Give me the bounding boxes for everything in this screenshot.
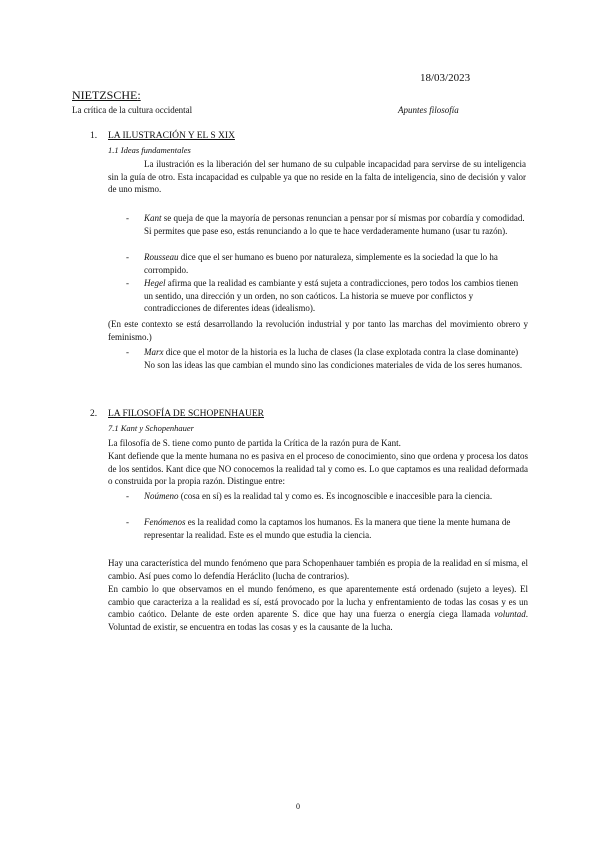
page-number: 0 bbox=[296, 802, 300, 811]
section-2-paragraph-1: La filosofía de S. tiene como punto de partida la Crítica de la razón pura de Kant. bbox=[108, 438, 401, 448]
section-2-number: 2. bbox=[90, 409, 98, 419]
bullet-rousseau bbox=[126, 251, 528, 276]
bullet-name: Fenómenos bbox=[144, 517, 186, 527]
section-1-context: (En este contexto se está desarrollando la revolución industrial y por tanto las marchas del movimiento obrero y feminismo.) bbox=[108, 319, 528, 342]
bullet-name: Rousseau bbox=[144, 252, 179, 262]
bullet-text: dice que el ser humano es bueno por naturaleza, simplemente es la sociedad la que lo ha corrompido. bbox=[144, 252, 498, 275]
paragraph-4-end: . Voluntad de existir, se encuentra en todas las cosas y es la causante de la lucha. bbox=[108, 609, 528, 632]
bullet-name: Kant bbox=[144, 213, 162, 223]
section-1-subheading: 1.1 Ideas fundamentales bbox=[108, 145, 191, 155]
section-2-paragraph-2: Kant defiende que la mente humana no es pasiva en el proceso de conocimiento, sino que ordena y procesa los datos de los sentidos. Kant dice que NO conocemos la realidad tal y como es. Lo que captamos es una realidad deformada o construida por la propia razón. Distingue entre: bbox=[108, 451, 528, 487]
section-2-subheading: 7.1 Kant y Schopenhauer bbox=[108, 423, 194, 433]
document-category: Apuntes filosofía bbox=[398, 105, 459, 115]
bullet-text: es la realidad como la captamos los humanos. Es la manera que tiene la mente humana de representar la realidad. Este es el mundo que estudia la ciencia. bbox=[144, 517, 511, 540]
bullet-name: Noúmeno bbox=[144, 491, 179, 501]
bullet-marx bbox=[126, 346, 528, 371]
bullet-fenomenos bbox=[126, 516, 528, 541]
bullet-kant bbox=[126, 212, 528, 237]
bullet-name: Hegel bbox=[144, 278, 166, 288]
section-2-title: LA FILOSOFÍA DE SCHOPENHAUER bbox=[108, 409, 264, 419]
bullet-dash: - bbox=[126, 213, 129, 223]
bullet-name: Marx bbox=[144, 347, 164, 357]
bullet-hegel bbox=[126, 277, 528, 315]
bullet-dash: - bbox=[126, 491, 129, 501]
page-title bbox=[72, 88, 141, 103]
section-1-title: LA ILUSTRACIÓN Y EL S XIX bbox=[108, 131, 235, 141]
bullet-text: (cosa en sí) es la realidad tal y como es. Es incognoscible e inaccesible para la ciencia. bbox=[178, 491, 493, 501]
section-2-paragraph-4 bbox=[108, 583, 528, 633]
bullet-dash: - bbox=[126, 278, 129, 288]
voluntad-term: voluntad bbox=[494, 609, 526, 620]
title-colon: : bbox=[137, 88, 141, 102]
bullet-dash: - bbox=[126, 517, 129, 527]
bullet-noumeno bbox=[126, 490, 528, 503]
section-2-heading bbox=[90, 409, 264, 419]
bullet-text: afirma que la realidad es cambiante y está sujeta a contradicciones, pero todos los cambios tienen un sentido, una dirección y un orden, no son caóticos. La historia se mueve por conflictos y contradicciones de diferentes ideas (idealismo). bbox=[144, 278, 519, 314]
bullet-dash: - bbox=[126, 347, 129, 357]
bullet-text: dice que el motor de la historia es la lucha de clases (la clase explotada contra la clase dominante) No son las ideas las que cambian el mundo sino las condiciones materiales de vida de los seres humanos. bbox=[144, 347, 523, 370]
section-1-heading bbox=[90, 131, 235, 141]
document-date: 18/03/2023 bbox=[420, 72, 471, 84]
paragraph-4-start: En cambio lo que observamos en el mundo fenómeno, es que aparentemente está ordenado (sujeto a leyes). El cambio que caracteriza a la realidad es sí, está provocado por la lucha y enfrentamiento de todas las cosas y es un cambio caótico. Delante de este orden aparente S. dice que hay una fuerza o energía ciega llamada bbox=[108, 584, 528, 620]
section-1-intro: La ilustración es la liberación del ser humano de su culpable incapacidad para servirse de su inteligencia sin la guía de otro. Esta incapacidad es culpable ya que no reside en la falta de inteligencia, sino de decisión y valor de uno mismo. bbox=[108, 159, 526, 195]
bullet-dash: - bbox=[126, 252, 129, 262]
section-2-paragraph-3: Hay una característica del mundo fenómeno que para Schopenhauer también es propia de la realidad en sí misma, el cambio. Así pues como lo defendía Heráclito (lucha de contrarios). bbox=[108, 558, 528, 581]
bullet-text: se queja de que la mayoría de personas renuncian a pensar por sí mismas por cobardía y comodidad. Si permites que pase eso, estás renunciando a lo que te hace verdaderamente humano (usar tu razón). bbox=[144, 213, 525, 236]
document-subtitle: La crítica de la cultura occidental bbox=[72, 105, 193, 115]
title-text: NIETZSCHE bbox=[72, 88, 138, 102]
section-1-number: 1. bbox=[90, 131, 98, 141]
